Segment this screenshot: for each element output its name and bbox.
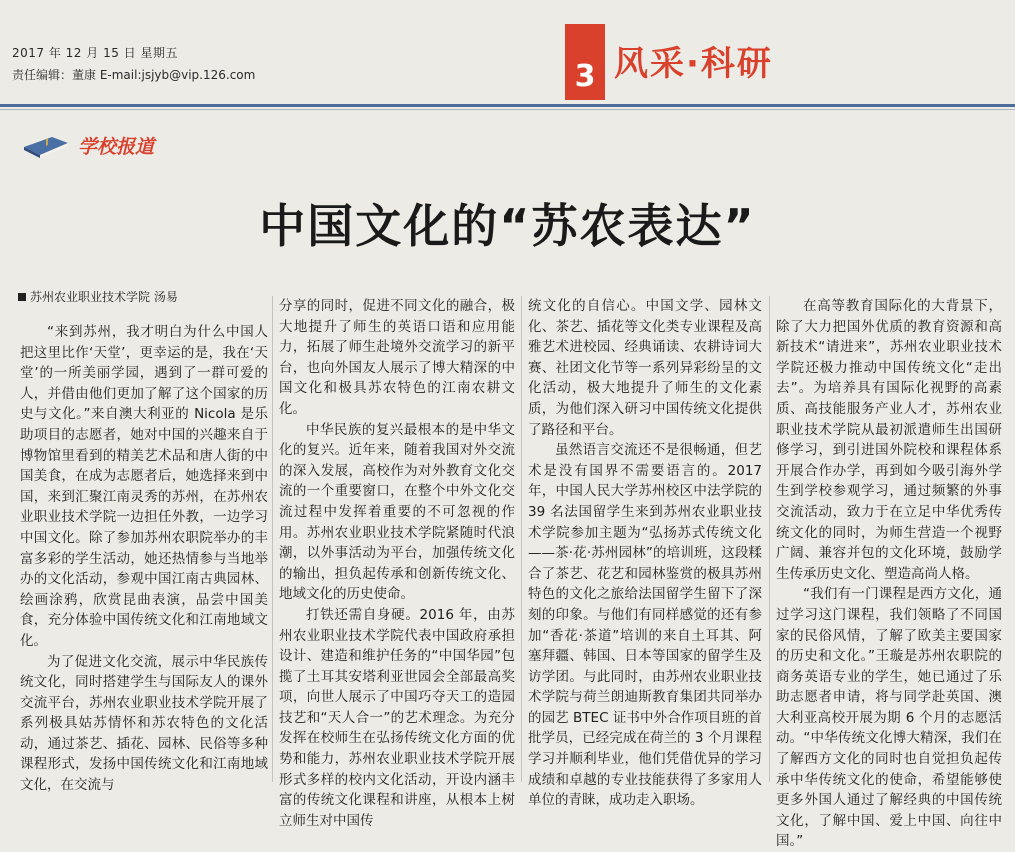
book-icon <box>22 133 70 159</box>
column-label <box>22 132 154 159</box>
paragraph: 分享的同时，促进不同文化的融合，极大地提升了师生的英语口语和应用能力，拓展了师生赴境外交流学习的新平台，也向外国友人展示了博大精深的中国文化和极具苏农特色的江南农耕文化。 <box>279 298 515 417</box>
column-divider <box>769 296 770 782</box>
article-byline <box>18 288 178 305</box>
article-column-1 <box>20 322 268 794</box>
paragraph: “我们有一门课程是西方文化，通过学习这门课程，我们领略了不同国家的民俗风情，了解了欧美主要国家的历史和文化。”王璇是苏州农职院的商务英语专业的学生，她已通过了乐助志愿者申请，将与同学赴英国、澳大利亚高校开展为期 6 个月的志愿活动。“中华传统文化博大精深，我们在了解西方文化的同时也自觉担负起传承中华传统文化的使命，希望能够使更多外国人通过了解经典的中国传统文化，了解中国、爱上中国、向往中国。” <box>776 586 1002 850</box>
section-title: 风采·科研 <box>614 44 773 84</box>
header-rule <box>0 104 1015 107</box>
paragraph: 中华民族的复兴最根本的是中华文化的复兴。近年来，随着我国对外交流的深入发展，高校作为对外教育文化交流的一个重要窗口，在整个中外文化交流过程中发挥着重要的不可忽视的作用。苏州农业职业技术学院紧随时代浪潮，以外事活动为平台，加强传统文化的输出，担负起传承和创新传统文化、地域文化的历史使命。 <box>279 421 515 603</box>
article-column-3 <box>528 296 762 809</box>
byline-text: 苏州农业职业技术学院 汤易 <box>30 290 178 304</box>
column-divider <box>521 296 522 782</box>
paragraph: “来到苏州，我才明白为什么中国人把这里比作‘天堂’，更幸运的是，我在‘天堂’的一所美丽学园，遇到了一群可爱的人，并借由他们更加了解了这个国家的历史与文化。”来自澳大利亚的 Nicola 是乐助项目的志愿者，她对中国的兴趣来自于博物馆里看到的精美艺术品和唐人街的中国美食，在成为志愿者后，她选择来到中国，来到汇聚江南灵秀的苏州，在苏州农业职业技术学院一边担任外教，一边学习中国文化。除了参加苏州农职院举办的丰富多彩的学生活动，她还热情参与当地举办的文化活动，参观中国江南古典园林、绘画涂鸦，欣赏昆曲表演，品尝中国美食，充分体验中国传统文化和江南地域文化。 <box>20 324 268 649</box>
paragraph: 打铁还需自身硬。2016 年，由苏州农业职业技术学院代表中国政府承担设计、建造和维护任务的“中国华园”包揽了土耳其安塔利亚世园会全部最高奖项，向世人展示了中国巧夺天工的造园技艺和“天人合一”的艺术理念。为充分发挥在校师生在弘扬传统文化方面的优势和能力，苏州农业职业技术学院开展形式多样的校内文化活动，开设内涵丰富的传统文化课程和讲座，从根本上树立师生对中国传 <box>279 606 515 829</box>
header-rule-thin <box>0 109 1015 110</box>
editor-contact: 责任编辑：董康 E-mail:jsjyb@vip.126.com <box>12 68 256 82</box>
paragraph: 在高等教育国际化的大背景下，除了大力把国外优质的教育资源和高新技术“请进来”，苏州农业职业技术学院还极力推动中国传统文化“走出去”。为培养具有国际化视野的高素质、高技能服务产业人才，苏州农业职业技术学院从最初派遣师生出国研修学习，到引进国外院校和课程体系开展合作办学，再到如今吸引海外学生到学校参观学习，通过频繁的外事交流活动，致力于在立足中华优秀传统文化的同时，为师生营造一个视野广阔、兼容并包的文化环境，鼓励学生传承历史文化、塑造高尚人格。 <box>776 298 1002 582</box>
article-column-2 <box>279 296 515 829</box>
paragraph: 统文化的自信心。中国文学、园林文化、茶艺、插花等文化类专业课程及高雅艺术进校园、经典诵读、农耕诗词大赛、社团文化节等一系列异彩纷呈的文化活动，极大地提升了师生的文化素质，为他们深入研习中国传统文化提供了路径和平台。 <box>528 298 762 438</box>
byline-marker <box>18 293 26 301</box>
column-divider <box>272 296 273 782</box>
issue-date: 2017 年 12 月 15 日 星期五 <box>12 46 178 60</box>
paragraph: 虽然语言交流还不是很畅通，但艺术是没有国界不需要语言的。2017年，中国人民大学苏州校区中法学院的 39 名法国留学生来到苏州农业职业技术学院参加主题为“弘扬苏式传统文化——茶·花·苏州园林”的培训班，这段糅合了茶艺、花艺和园林鉴赏的极具苏州特色的文化之旅给法国留学生留下了深刻的印象。与他们有同样感觉的还有参加“香花·茶道”培训的来自土耳其、阿塞拜疆、韩国、日本等国家的留学生及访学团。与此同时，由苏州农业职业技术学院与荷兰朗迪斯教育集团共同举办的园艺 BTEC 证书中外合作项目班的首批学员，已经完成在荷兰的 3 个月课程学习并顺利毕业，他们凭借优异的学习成绩和卓越的专业技能获得了多家用人单位的青睐，成功走入职场。 <box>528 442 762 809</box>
page-number-badge: 3 <box>565 24 605 100</box>
article-headline: 中国文化的“苏农表达” <box>259 199 756 253</box>
paragraph: 为了促进文化交流，展示中华民族传统文化，同时搭建学生与国际友人的课外交流平台，苏州农业职业技术学院开展了系列极具姑苏情怀和苏农特色的文化活动，通过茶艺、插花、园林、民俗等多种课程形式，发扬中国传统文化和江南地域文化，在交流与 <box>20 653 268 794</box>
column-label-text: 学校报道 <box>78 136 155 158</box>
article-column-4 <box>776 296 1002 850</box>
